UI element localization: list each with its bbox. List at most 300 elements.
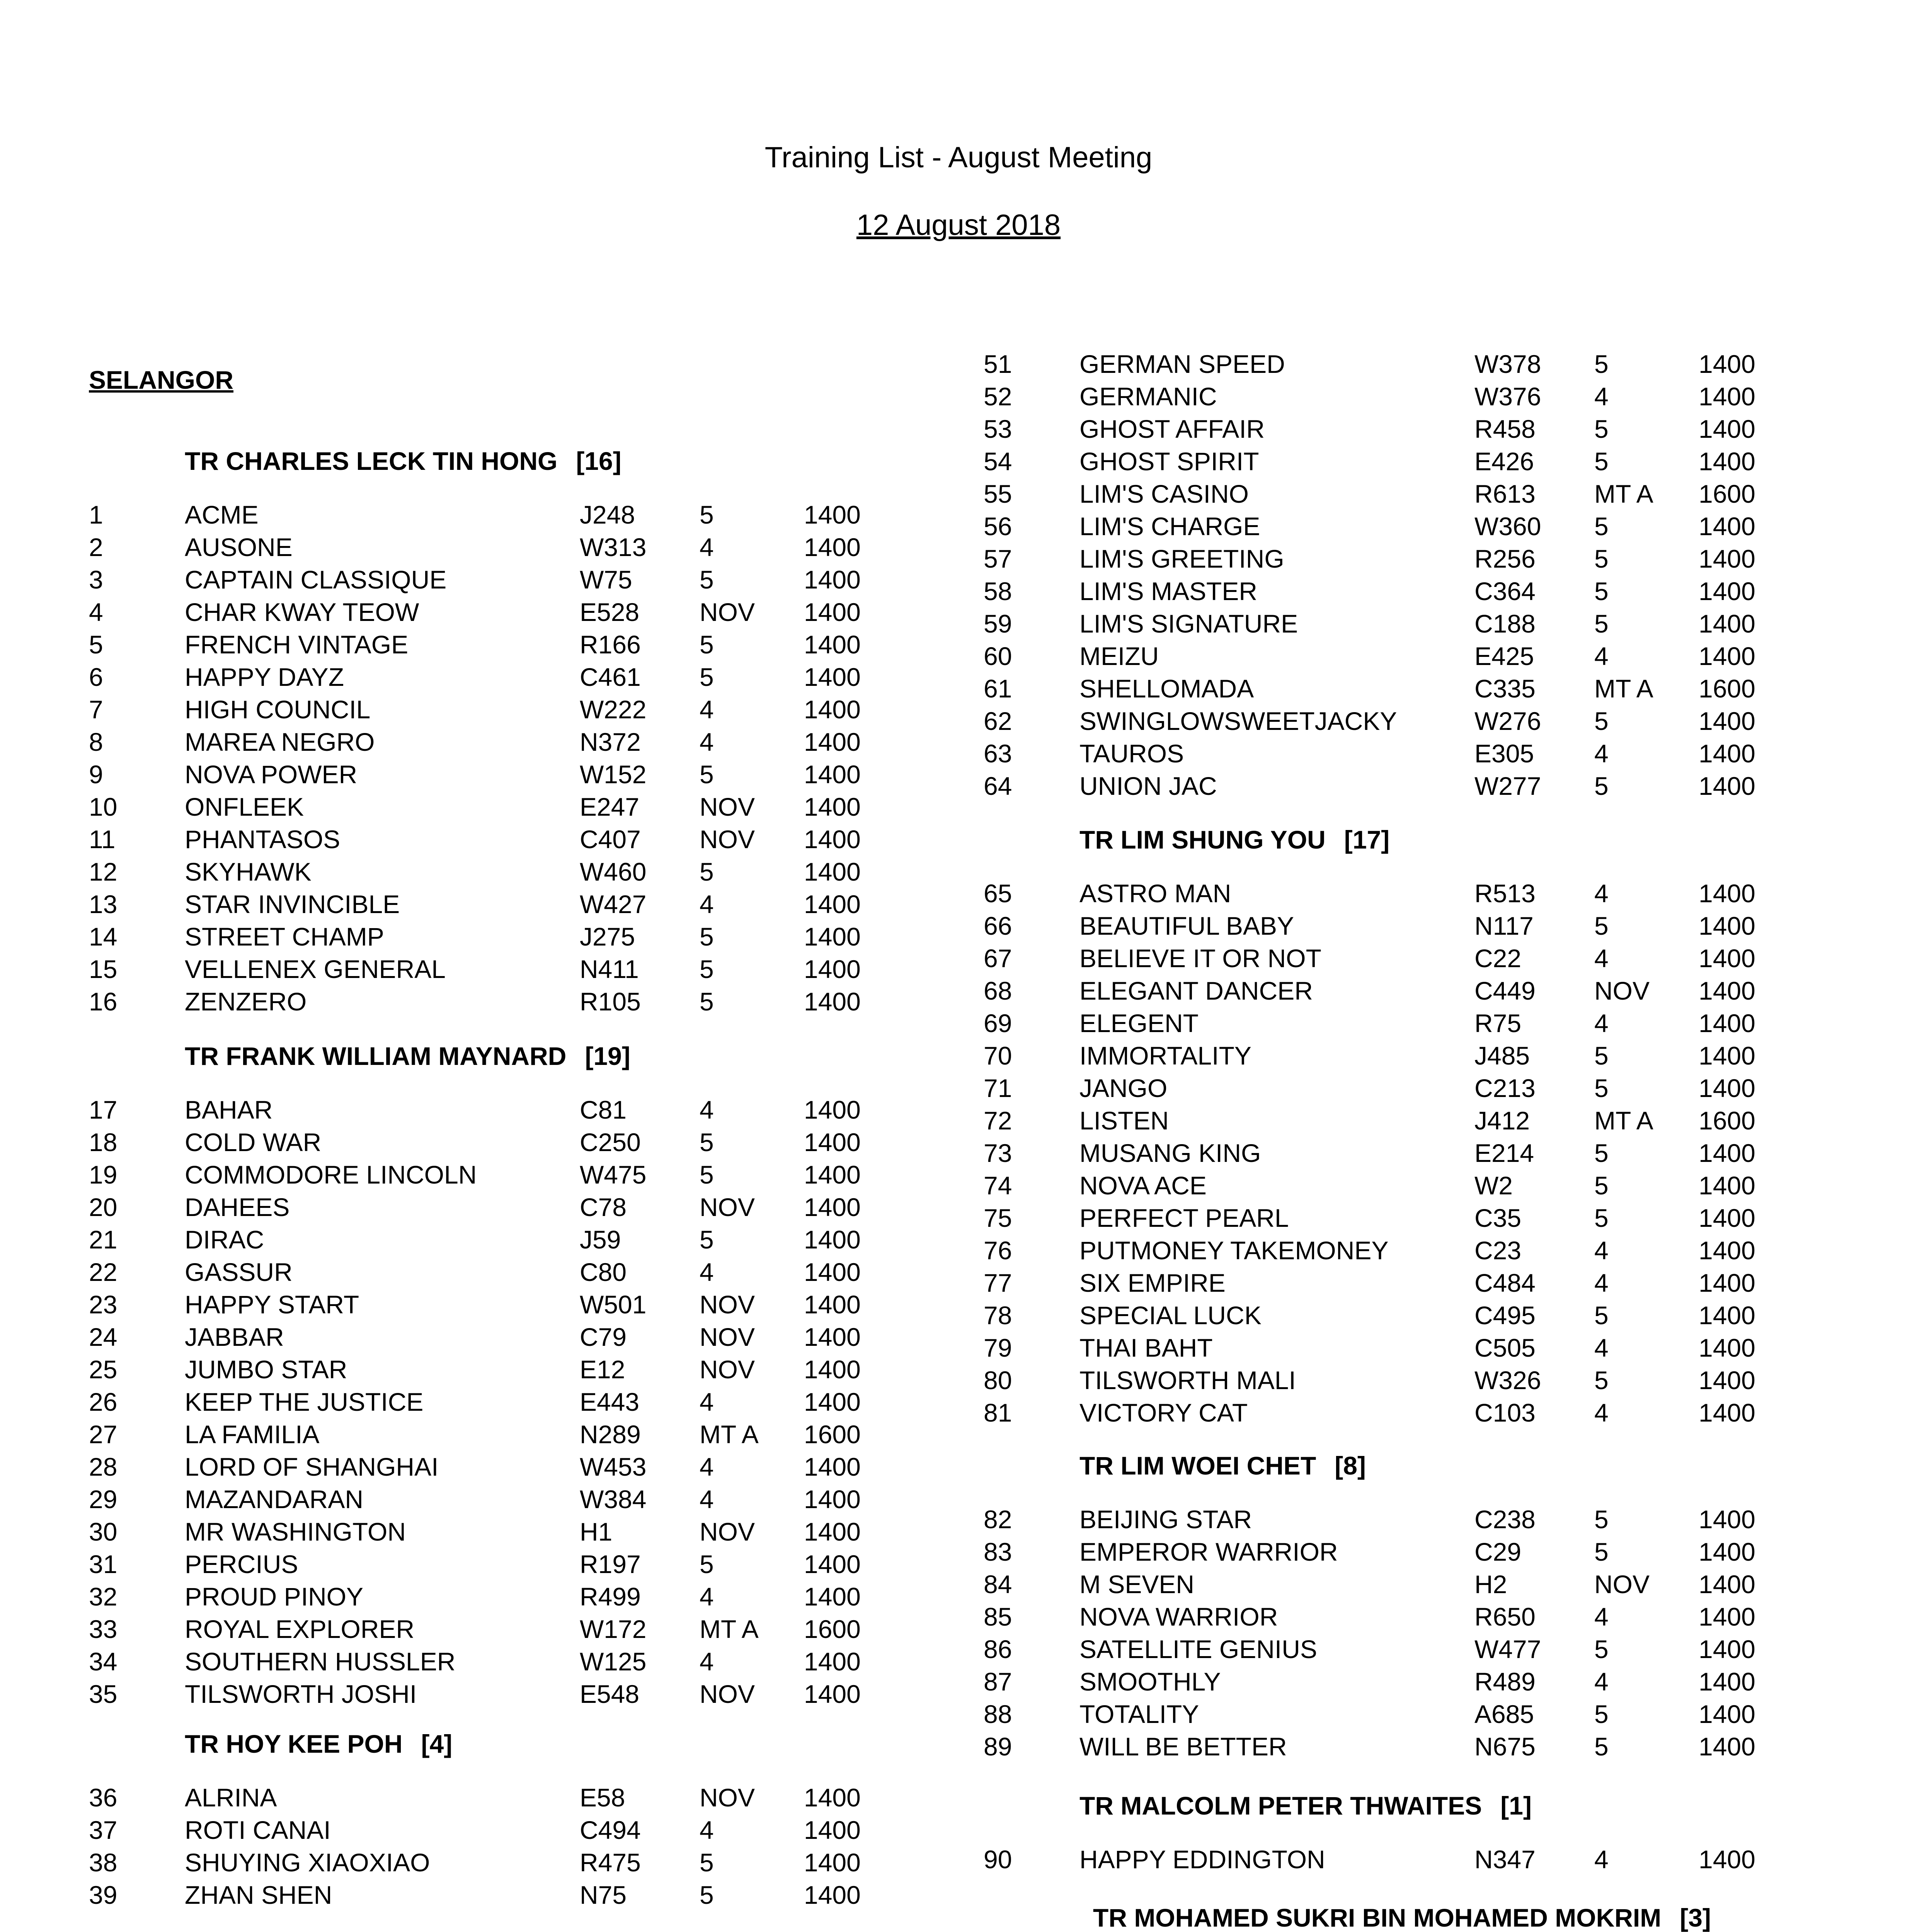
horse-code: R105 <box>580 987 641 1016</box>
trainer-heading <box>1079 827 1389 852</box>
horse-name: NOVA ACE <box>1079 1171 1207 1200</box>
horse-code: W2 <box>1474 1171 1513 1200</box>
horse-code: J248 <box>580 500 635 529</box>
horse-code: E548 <box>580 1680 640 1708</box>
horse-code: R499 <box>580 1582 641 1611</box>
horse-name: SWINGLOWSWEETJACKY <box>1079 707 1397 735</box>
trainer-name: TR LIM WOEI CHET <box>1079 1451 1316 1480</box>
horse-number: 85 <box>984 1602 1012 1631</box>
horse-class: MT A <box>1594 480 1653 508</box>
horse-number: 89 <box>984 1732 1012 1761</box>
horse-name: GHOST AFFAIR <box>1079 415 1265 443</box>
horse-distance: 1600 <box>1699 1106 1755 1135</box>
horse-distance: 1400 <box>804 630 861 659</box>
horse-code: C484 <box>1474 1269 1536 1297</box>
horse-code: J485 <box>1474 1041 1530 1070</box>
horse-distance: 1400 <box>804 1160 861 1189</box>
horse-code: N372 <box>580 728 641 756</box>
horse-code: W501 <box>580 1290 647 1319</box>
horse-class: 4 <box>700 533 714 561</box>
horse-name: NOVA POWER <box>185 760 358 789</box>
horse-distance: 1400 <box>1699 1009 1755 1037</box>
horse-class: 5 <box>1594 772 1609 800</box>
trainer-horse-count: [3] <box>1680 1903 1711 1932</box>
horse-name: LORD OF SHANGHAI <box>185 1452 439 1481</box>
horse-code: R75 <box>1474 1009 1522 1037</box>
horse-name: LIM'S GREETING <box>1079 544 1284 573</box>
horse-number: 75 <box>984 1204 1012 1232</box>
horse-number: 38 <box>89 1848 117 1877</box>
horse-number: 30 <box>89 1517 117 1546</box>
horse-distance: 1400 <box>1699 944 1755 973</box>
horse-name: PERFECT PEARL <box>1079 1204 1289 1232</box>
horse-name: BAHAR <box>185 1095 273 1124</box>
horse-code: N75 <box>580 1881 627 1909</box>
horse-code: C80 <box>580 1258 627 1286</box>
horse-number: 74 <box>984 1171 1012 1200</box>
horse-class: 5 <box>700 1881 714 1909</box>
horse-code: C22 <box>1474 944 1522 973</box>
horse-code: W453 <box>580 1452 647 1481</box>
horse-code: E247 <box>580 793 640 821</box>
horse-code: W326 <box>1474 1366 1541 1395</box>
horse-name: ZENZERO <box>185 987 307 1016</box>
horse-distance: 1400 <box>1699 1570 1755 1599</box>
horse-class: NOV <box>700 598 755 626</box>
horse-name: PUTMONEY TAKEMONEY <box>1079 1236 1389 1265</box>
horse-distance: 1400 <box>804 987 861 1016</box>
horse-class: 5 <box>700 1225 714 1254</box>
horse-code: N411 <box>580 955 639 983</box>
horse-code: W376 <box>1474 382 1541 411</box>
horse-name: SHELLOMADA <box>1079 674 1254 703</box>
horse-distance: 1400 <box>1699 772 1755 800</box>
horse-class: 4 <box>700 1258 714 1286</box>
horse-class: NOV <box>700 1680 755 1708</box>
horse-class: 5 <box>1594 1505 1609 1534</box>
horse-distance: 1400 <box>1699 447 1755 476</box>
horse-code: J275 <box>580 922 635 951</box>
horse-code: R256 <box>1474 544 1536 573</box>
horse-number: 27 <box>89 1420 117 1449</box>
horse-name: MAREA NEGRO <box>185 728 375 756</box>
horse-class: NOV <box>1594 976 1650 1005</box>
horse-name: M SEVEN <box>1079 1570 1195 1599</box>
trainer-heading <box>185 1731 452 1757</box>
horse-code: E12 <box>580 1355 625 1384</box>
horse-class: 5 <box>1594 1139 1609 1167</box>
horse-class: 5 <box>700 565 714 594</box>
horse-code: W477 <box>1474 1635 1541 1663</box>
horse-name: ZHAN SHEN <box>185 1881 332 1909</box>
horse-class: 5 <box>700 987 714 1016</box>
horse-class: 4 <box>1594 1236 1609 1265</box>
horse-class: 5 <box>1594 447 1609 476</box>
trainer-horse-count: [1] <box>1500 1791 1532 1820</box>
horse-code: J59 <box>580 1225 621 1254</box>
horse-code: N289 <box>580 1420 641 1449</box>
horse-class: NOV <box>700 1355 755 1384</box>
horse-code: E425 <box>1474 642 1534 670</box>
horse-distance: 1400 <box>804 1290 861 1319</box>
horse-class: 5 <box>1594 415 1609 443</box>
horse-number: 62 <box>984 707 1012 735</box>
horse-code: R613 <box>1474 480 1536 508</box>
horse-code: R513 <box>1474 879 1536 908</box>
horse-distance: 1400 <box>804 663 861 691</box>
horse-number: 80 <box>984 1366 1012 1395</box>
horse-distance: 1400 <box>804 598 861 626</box>
horse-distance: 1400 <box>804 1095 861 1124</box>
horse-code: A685 <box>1474 1700 1534 1728</box>
trainer-heading <box>1079 1453 1366 1478</box>
horse-number: 23 <box>89 1290 117 1319</box>
horse-code: R475 <box>580 1848 641 1877</box>
horse-code: C505 <box>1474 1333 1536 1362</box>
horse-number: 17 <box>89 1095 117 1124</box>
horse-number: 26 <box>89 1388 117 1416</box>
trainer-heading <box>1079 1793 1532 1818</box>
horse-distance: 1400 <box>804 955 861 983</box>
horse-name: ELEGANT DANCER <box>1079 976 1313 1005</box>
horse-code: R166 <box>580 630 641 659</box>
horse-code: W276 <box>1474 707 1541 735</box>
horse-name: THAI BAHT <box>1079 1333 1213 1362</box>
trainer-heading <box>1093 1905 1711 1930</box>
horse-name: TILSWORTH JOSHI <box>185 1680 417 1708</box>
horse-number: 16 <box>89 987 117 1016</box>
horse-class: 5 <box>1594 1635 1609 1663</box>
horse-class: 5 <box>1594 1074 1609 1102</box>
horse-class: 5 <box>1594 1732 1609 1761</box>
horse-code: H1 <box>580 1517 613 1546</box>
horse-distance: 1400 <box>804 793 861 821</box>
horse-distance: 1400 <box>804 695 861 724</box>
horse-name: MAZANDARAN <box>185 1485 364 1514</box>
trainer-name: TR HOY KEE POH <box>185 1730 403 1758</box>
horse-name: TILSWORTH MALI <box>1079 1366 1296 1395</box>
horse-class: 5 <box>700 500 714 529</box>
horse-class: NOV <box>700 1290 755 1319</box>
horse-code: W222 <box>580 695 647 724</box>
horse-number: 34 <box>89 1647 117 1676</box>
horse-code: N675 <box>1474 1732 1536 1761</box>
horse-name: DIRAC <box>185 1225 264 1254</box>
horse-name: AUSONE <box>185 533 293 561</box>
horse-class: 5 <box>1594 544 1609 573</box>
horse-code: C103 <box>1474 1398 1536 1427</box>
horse-number: 73 <box>984 1139 1012 1167</box>
horse-code: C78 <box>580 1193 627 1221</box>
horse-distance: 1400 <box>804 565 861 594</box>
horse-number: 37 <box>89 1816 117 1844</box>
horse-number: 35 <box>89 1680 117 1708</box>
horse-class: 4 <box>1594 1269 1609 1297</box>
horse-number: 76 <box>984 1236 1012 1265</box>
horse-class: 5 <box>1594 577 1609 605</box>
horse-distance: 1400 <box>804 728 861 756</box>
horse-code: C23 <box>1474 1236 1522 1265</box>
horse-distance: 1600 <box>1699 480 1755 508</box>
horse-name: DAHEES <box>185 1193 290 1221</box>
horse-number: 24 <box>89 1323 117 1351</box>
horse-distance: 1400 <box>1699 1074 1755 1102</box>
horse-code: J412 <box>1474 1106 1530 1135</box>
horse-name: ONFLEEK <box>185 793 304 821</box>
horse-class: NOV <box>700 1323 755 1351</box>
horse-code: E426 <box>1474 447 1534 476</box>
horse-name: ALRINA <box>185 1783 277 1812</box>
horse-distance: 1400 <box>1699 1333 1755 1362</box>
horse-class: MT A <box>700 1420 759 1449</box>
horse-distance: 1400 <box>804 1323 861 1351</box>
horse-number: 72 <box>984 1106 1012 1135</box>
horse-number: 5 <box>89 630 103 659</box>
horse-number: 18 <box>89 1128 117 1156</box>
horse-class: 5 <box>700 663 714 691</box>
horse-number: 86 <box>984 1635 1012 1663</box>
horse-code: C79 <box>580 1323 627 1351</box>
horse-code: R458 <box>1474 415 1536 443</box>
horse-class: 4 <box>1594 382 1609 411</box>
horse-class: 4 <box>1594 1845 1609 1874</box>
horse-name: BEAUTIFUL BABY <box>1079 912 1294 940</box>
horse-class: NOV <box>700 1193 755 1221</box>
trainer-name: TR LIM SHUNG YOU <box>1079 825 1326 854</box>
horse-distance: 1400 <box>1699 912 1755 940</box>
horse-number: 63 <box>984 739 1012 768</box>
horse-code: W475 <box>580 1160 647 1189</box>
horse-distance: 1400 <box>1699 976 1755 1005</box>
horse-class: 5 <box>700 857 714 886</box>
horse-number: 67 <box>984 944 1012 973</box>
horse-distance: 1600 <box>804 1615 861 1643</box>
horse-name: GERMAN SPEED <box>1079 350 1285 378</box>
horse-number: 10 <box>89 793 117 821</box>
horse-class: 4 <box>700 728 714 756</box>
horse-distance: 1400 <box>1699 1602 1755 1631</box>
horse-code: W75 <box>580 565 632 594</box>
horse-code: C461 <box>580 663 641 691</box>
horse-number: 53 <box>984 415 1012 443</box>
horse-distance: 1400 <box>804 1783 861 1812</box>
horse-number: 28 <box>89 1452 117 1481</box>
horse-class: 5 <box>1594 512 1609 541</box>
horse-name: CAPTAIN CLASSIQUE <box>185 565 447 594</box>
horse-code: W378 <box>1474 350 1541 378</box>
horse-distance: 1400 <box>1699 544 1755 573</box>
horse-number: 51 <box>984 350 1012 378</box>
horse-code: W427 <box>580 890 647 918</box>
horse-distance: 1400 <box>804 1881 861 1909</box>
horse-name: PERCIUS <box>185 1550 298 1578</box>
horse-distance: 1400 <box>1699 350 1755 378</box>
horse-name: ACME <box>185 500 259 529</box>
horse-name: ROYAL EXPLORER <box>185 1615 415 1643</box>
horse-class: 4 <box>1594 1602 1609 1631</box>
horse-distance: 1400 <box>1699 1667 1755 1696</box>
horse-class: 4 <box>1594 1667 1609 1696</box>
horse-distance: 1400 <box>1699 415 1755 443</box>
horse-code: W384 <box>580 1485 647 1514</box>
horse-class: NOV <box>700 793 755 821</box>
horse-code: E528 <box>580 598 640 626</box>
horse-number: 83 <box>984 1537 1012 1566</box>
horse-number: 56 <box>984 512 1012 541</box>
horse-number: 4 <box>89 598 103 626</box>
horse-name: MUSANG KING <box>1079 1139 1261 1167</box>
horse-code: C335 <box>1474 674 1536 703</box>
horse-class: NOV <box>700 1783 755 1812</box>
horse-distance: 1400 <box>1699 642 1755 670</box>
horse-name: GERMANIC <box>1079 382 1217 411</box>
horse-number: 32 <box>89 1582 117 1611</box>
horse-class: 5 <box>1594 1171 1609 1200</box>
horse-name: JABBAR <box>185 1323 284 1351</box>
horse-class: 4 <box>700 890 714 918</box>
horse-name: HIGH COUNCIL <box>185 695 371 724</box>
trainer-heading <box>185 448 621 474</box>
horse-name: LA FAMILIA <box>185 1420 320 1449</box>
horse-distance: 1400 <box>804 825 861 854</box>
horse-name: SOUTHERN HUSSLER <box>185 1647 456 1676</box>
horse-distance: 1400 <box>804 1355 861 1384</box>
horse-number: 90 <box>984 1845 1012 1874</box>
horse-distance: 1400 <box>804 1485 861 1514</box>
horse-number: 79 <box>984 1333 1012 1362</box>
horse-class: 5 <box>1594 707 1609 735</box>
horse-number: 68 <box>984 976 1012 1005</box>
horse-name: STAR INVINCIBLE <box>185 890 400 918</box>
horse-number: 65 <box>984 879 1012 908</box>
trainer-horse-count: [16] <box>576 447 621 475</box>
horse-class: 4 <box>700 1388 714 1416</box>
horse-name: UNION JAC <box>1079 772 1217 800</box>
horse-class: MT A <box>1594 1106 1653 1135</box>
horse-name: SPECIAL LUCK <box>1079 1301 1262 1330</box>
horse-distance: 1400 <box>804 1225 861 1254</box>
horse-name: BELIEVE IT OR NOT <box>1079 944 1321 973</box>
horse-name: COLD WAR <box>185 1128 322 1156</box>
horse-number: 13 <box>89 890 117 918</box>
horse-name: ASTRO MAN <box>1079 879 1231 908</box>
horse-name: SKYHAWK <box>185 857 312 886</box>
horse-name: MR WASHINGTON <box>185 1517 406 1546</box>
horse-number: 1 <box>89 500 103 529</box>
horse-code: C213 <box>1474 1074 1536 1102</box>
horse-number: 88 <box>984 1700 1012 1728</box>
horse-distance: 1400 <box>804 1452 861 1481</box>
horse-class: MT A <box>700 1615 759 1643</box>
horse-name: HAPPY START <box>185 1290 359 1319</box>
horse-number: 2 <box>89 533 103 561</box>
horse-distance: 1400 <box>1699 1635 1755 1663</box>
horse-class: MT A <box>1594 674 1653 703</box>
horse-distance: 1600 <box>804 1420 861 1449</box>
horse-name: SIX EMPIRE <box>1079 1269 1226 1297</box>
horse-number: 3 <box>89 565 103 594</box>
trainer-name: TR FRANK WILLIAM MAYNARD <box>185 1042 567 1070</box>
horse-code: C238 <box>1474 1505 1536 1534</box>
horse-number: 19 <box>89 1160 117 1189</box>
horse-number: 25 <box>89 1355 117 1384</box>
horse-class: 4 <box>700 1647 714 1676</box>
horse-distance: 1400 <box>804 1550 861 1578</box>
horse-class: 4 <box>1594 944 1609 973</box>
horse-distance: 1400 <box>1699 609 1755 638</box>
horse-class: 5 <box>700 630 714 659</box>
horse-distance: 1400 <box>1699 1301 1755 1330</box>
horse-number: 9 <box>89 760 103 789</box>
horse-distance: 1400 <box>804 1680 861 1708</box>
horse-distance: 1400 <box>804 1848 861 1877</box>
horse-number: 57 <box>984 544 1012 573</box>
horse-class: 5 <box>700 922 714 951</box>
horse-class: 4 <box>1594 1009 1609 1037</box>
horse-distance: 1400 <box>804 1647 861 1676</box>
horse-class: NOV <box>700 825 755 854</box>
horse-number: 29 <box>89 1485 117 1514</box>
horse-distance: 1400 <box>1699 1505 1755 1534</box>
horse-number: 60 <box>984 642 1012 670</box>
horse-class: 5 <box>1594 1301 1609 1330</box>
horse-name: ROTI CANAI <box>185 1816 331 1844</box>
horse-number: 82 <box>984 1505 1012 1534</box>
horse-name: GHOST SPIRIT <box>1079 447 1259 476</box>
trainer-name: TR MOHAMED SUKRI BIN MOHAMED MOKRIM <box>1093 1903 1662 1932</box>
horse-name: LISTEN <box>1079 1106 1169 1135</box>
horse-class: 5 <box>700 760 714 789</box>
horse-code: N347 <box>1474 1845 1536 1874</box>
horse-distance: 1400 <box>1699 1236 1755 1265</box>
horse-code: C188 <box>1474 609 1536 638</box>
horse-name: GASSUR <box>185 1258 293 1286</box>
horse-class: 5 <box>1594 1700 1609 1728</box>
horse-distance: 1400 <box>1699 382 1755 411</box>
horse-number: 54 <box>984 447 1012 476</box>
document-title: Training List - August Meeting <box>764 141 1153 174</box>
horse-class: 5 <box>1594 350 1609 378</box>
horse-distance: 1600 <box>1699 674 1755 703</box>
horse-name: SHUYING XIAOXIAO <box>185 1848 430 1877</box>
horse-name: VELLENEX GENERAL <box>185 955 446 983</box>
horse-code: C495 <box>1474 1301 1536 1330</box>
horse-number: 22 <box>89 1258 117 1286</box>
horse-code: R489 <box>1474 1667 1536 1696</box>
horse-number: 70 <box>984 1041 1012 1070</box>
horse-class: 4 <box>1594 1333 1609 1362</box>
horse-name: NOVA WARRIOR <box>1079 1602 1278 1631</box>
horse-code: E58 <box>580 1783 625 1812</box>
horse-code: W313 <box>580 533 647 561</box>
horse-code: W172 <box>580 1615 647 1643</box>
horse-name: HAPPY DAYZ <box>185 663 344 691</box>
horse-code: E443 <box>580 1388 640 1416</box>
horse-distance: 1400 <box>804 890 861 918</box>
horse-number: 78 <box>984 1301 1012 1330</box>
horse-distance: 1400 <box>804 760 861 789</box>
horse-name: LIM'S CHARGE <box>1079 512 1260 541</box>
horse-code: W152 <box>580 760 647 789</box>
horse-distance: 1400 <box>1699 1845 1755 1874</box>
horse-class: 4 <box>1594 1398 1609 1427</box>
horse-class: 4 <box>1594 739 1609 768</box>
horse-class: 4 <box>700 695 714 724</box>
horse-distance: 1400 <box>804 922 861 951</box>
horse-class: NOV <box>700 1517 755 1546</box>
horse-distance: 1400 <box>1699 1700 1755 1728</box>
horse-name: VICTORY CAT <box>1079 1398 1248 1427</box>
